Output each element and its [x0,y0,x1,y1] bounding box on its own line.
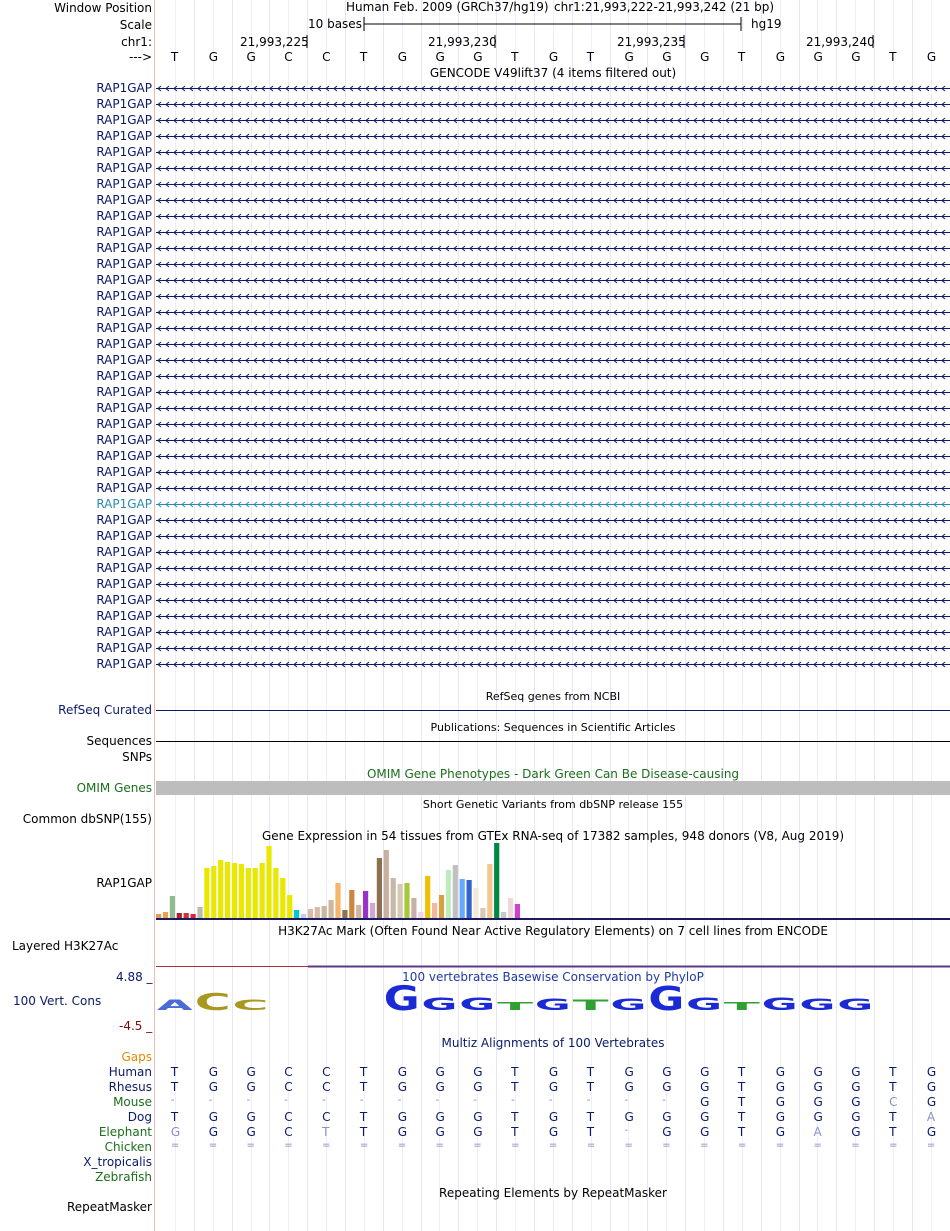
gencode-transcript-label[interactable]: RAP1GAP [96,129,152,143]
alignment-base: G [851,1065,861,1079]
conservation-logo-letter: T [572,998,610,1014]
alignment-base: G [548,1080,559,1094]
alignment-base: G [851,1110,861,1124]
alignment-base: = [208,1140,218,1151]
gencode-transcript-label[interactable]: RAP1GAP [96,81,152,95]
alignment-base: - [322,1095,326,1106]
gencode-transcript-label[interactable]: RAP1GAP [96,177,152,191]
alignment-base: = [511,1140,520,1151]
gaps-label[interactable]: Gaps [121,1050,152,1064]
alignment-base: G [775,1125,785,1139]
dbsnp-label[interactable]: Common dbSNP(155) [22,812,152,826]
multiz-track-title[interactable]: Multiz Alignments of 100 Vertebrates [441,1036,665,1050]
alignment-base: T [586,1065,595,1079]
alignment-base: G [662,1125,672,1139]
conservation-logo-letter: G [534,996,571,1014]
conservation-logo-letter: A [156,998,193,1014]
coord-label: 21,993,225 [240,35,309,49]
gencode-transcript-label[interactable]: RAP1GAP [96,545,152,559]
alignment-base: = [624,1140,633,1151]
omim-track-title[interactable]: OMIM Gene Phenotypes - Dark Green Can Be Disease-causing [366,767,740,781]
alignment-base: T [737,1080,746,1094]
coord-label: 21,993,235 [617,35,686,49]
alignment-base: G [813,1110,823,1124]
conservation-logo-letter: G [837,996,874,1014]
reference-base: G [851,50,861,64]
alignment-base: G [208,1065,218,1079]
gencode-transcript-label[interactable]: RAP1GAP [96,497,152,511]
alignment-base: T [511,1110,519,1124]
coord-label: 21,993,230 [428,35,497,49]
alignment-base: = [548,1140,558,1151]
alignment-base: = [926,1140,936,1151]
alignment-base: T [586,1080,595,1094]
alignment-base: T [737,1125,746,1139]
alignment-base: = [662,1140,671,1151]
alignment-base: G [926,1080,937,1094]
alignment-base: T [359,1080,368,1094]
alignment-base: - [586,1095,591,1106]
alignment-base: G [700,1110,710,1124]
reference-base: T [737,50,746,64]
alignment-base: G [851,1095,861,1109]
gencode-transcript-label[interactable]: RAP1GAP [96,273,152,287]
conservation-logo-letter: G [383,979,420,1018]
h3k27ac-track-title[interactable]: H3K27Ac Mark (Often Found Near Active Regulatory Elements) on 7 cell lines from ENCODE [278,924,828,938]
reference-base: T [889,50,897,64]
alignment-base: = [889,1140,898,1151]
gencode-transcript-label[interactable]: RAP1GAP [96,465,152,479]
conservation-logo-letter: G [761,994,798,1014]
alignment-base: G [208,1110,218,1124]
alignment-base: T [359,1110,368,1124]
conservation-logo-letter: T [723,1001,765,1013]
alignment-base: T [511,1080,519,1094]
alignment-base: G [851,1125,861,1139]
scale-label: Scale [119,18,152,32]
reference-base: T [359,50,368,64]
gencode-transcript-label[interactable]: RAP1GAP [96,241,152,255]
alignment-base: C [284,1125,293,1139]
alignment-base: G [548,1110,559,1124]
alignment-base: T [511,1065,519,1079]
gencode-transcript-label[interactable]: RAP1GAP [96,305,152,319]
alignment-base: G [926,1125,937,1139]
alignment-base: G [700,1095,710,1109]
alignment-base: C [322,1080,331,1094]
conservation-max-label: 4.88 _ [116,970,153,984]
alignment-base: = [435,1140,444,1151]
omim-label[interactable]: OMIM Genes [76,781,152,795]
gencode-transcript-label[interactable]: RAP1GAP [96,161,152,175]
alignment-base: T [170,1110,179,1124]
species-label[interactable]: Chicken [104,1140,152,1154]
db-text: hg19 [751,17,782,31]
alignment-base: = [170,1140,180,1151]
alignment-base: G [926,1065,937,1079]
position-text[interactable]: chr1:21,993,222-21,993,242 (21 bp) [554,0,775,14]
gtex-label[interactable]: RAP1GAP [96,876,152,890]
alignment-base: G [473,1080,483,1094]
h3k27ac-label[interactable]: Layered H3K27Ac [12,939,119,953]
gencode-transcript-label[interactable]: RAP1GAP [96,417,152,431]
species-label[interactable]: X_tropicalis [83,1155,152,1169]
alignment-base: T [889,1110,897,1124]
alignment-base: = [586,1140,596,1151]
species-label[interactable]: Elephant [98,1125,152,1139]
alignment-base: = [775,1140,785,1151]
conservation-logo-letter: G [799,996,836,1014]
gencode-transcript-label[interactable]: RAP1GAP [96,609,152,623]
alignment-base: A [813,1125,822,1139]
alignment-base: G [548,1065,559,1079]
gencode-transcript-label[interactable]: RAP1GAP [96,193,152,207]
gencode-transcript-label[interactable]: RAP1GAP [96,225,152,239]
alignment-base: T [889,1080,897,1094]
alignment-base: T [170,1080,179,1094]
reference-base: G [624,50,634,64]
alignment-base: C [284,1110,293,1124]
conservation-min-label: -4.5 _ [119,1019,153,1033]
gencode-track-title[interactable]: GENCODE V49lift37 (4 items filtered out) [429,66,677,80]
alignment-base: - [208,1095,213,1106]
alignment-base: T [889,1125,897,1139]
alignment-base: T [359,1125,368,1139]
alignment-base: T [359,1065,368,1079]
alignment-base: - [624,1095,629,1106]
gencode-transcript-label[interactable]: RAP1GAP [96,257,152,271]
alignment-base: - [246,1095,251,1106]
alignment-base: = [397,1140,407,1151]
alignment-base: G [208,1125,218,1139]
alignment-base: G [397,1125,407,1139]
conservation-logo-letter: G [686,994,723,1014]
species-label[interactable]: Human [108,1065,152,1079]
conservation-logo-letter: C [194,988,231,1016]
conservation-logo-letter: T [497,1001,538,1013]
alignment-base: - [662,1095,666,1106]
alignment-base: G [473,1065,483,1079]
alignment-base: T [737,1095,746,1109]
gencode-transcript-label[interactable]: RAP1GAP [96,369,152,383]
snps-label[interactable]: SNPs [122,750,152,764]
gencode-transcript-label[interactable]: RAP1GAP [96,289,152,303]
reference-base: G [775,50,785,64]
gencode-transcript-label[interactable]: RAP1GAP [96,209,152,223]
alignment-base: G [775,1095,785,1109]
alignment-base: G [700,1080,710,1094]
gencode-transcript-label[interactable]: RAP1GAP [96,577,152,591]
alignment-base: G [662,1080,672,1094]
alignment-base: - [435,1095,440,1106]
reference-base: T [586,50,595,64]
alignment-base: G [246,1110,256,1124]
alignment-base: G [851,1080,861,1094]
alignment-base: = [473,1140,482,1151]
alignment-base: - [359,1095,364,1106]
alignment-base: - [473,1095,477,1106]
alignment-base: T [322,1125,330,1139]
alignment-base: A [926,1110,936,1124]
alignment-base: G [397,1110,407,1124]
conservation-logo-letter: C [232,998,269,1014]
gencode-transcript-label[interactable]: RAP1GAP [96,401,152,415]
reference-base: G [926,50,937,64]
coord-label: 21,993,240 [806,35,875,49]
alignment-base: T [170,1065,179,1079]
scale-text: 10 bases [308,17,362,31]
alignment-base: G [246,1125,256,1139]
alignment-base: = [851,1140,860,1151]
alignment-base: T [586,1110,595,1124]
alignment-base: G [473,1125,483,1139]
reference-base: G [700,50,710,64]
gencode-transcript-label[interactable]: RAP1GAP [96,657,152,671]
gencode-transcript-label[interactable]: RAP1GAP [96,97,152,111]
gencode-transcript-label[interactable]: RAP1GAP [96,385,152,399]
alignment-base: - [548,1095,553,1106]
reference-base: G [208,50,218,64]
species-label[interactable]: Dog [127,1110,152,1124]
alignment-base: = [246,1140,255,1151]
alignment-base: C [322,1065,331,1079]
alignment-base: G [435,1110,445,1124]
alignment-base: G [813,1095,823,1109]
alignment-base: G [813,1065,823,1079]
species-label[interactable]: Zebrafish [95,1170,152,1184]
reference-base: C [322,50,331,64]
alignment-base: G [775,1110,785,1124]
alignment-base: G [775,1080,785,1094]
reference-base: T [511,50,519,64]
alignment-base: G [662,1065,672,1079]
alignment-base: = [322,1140,331,1151]
alignment-base: G [246,1080,256,1094]
gencode-transcript-label[interactable]: RAP1GAP [96,433,152,447]
alignment-base: G [700,1125,710,1139]
gencode-transcript-label[interactable]: RAP1GAP [96,449,152,463]
conservation-logo-letter: G [421,994,458,1014]
reference-base: C [284,50,293,64]
gtex-track-title[interactable]: Gene Expression in 54 tissues from GTEx RNA-seq of 17382 samples, 948 donors (V8, Aug 2019) [261,829,845,843]
repeatmasker-track-title[interactable]: Repeating Elements by RepeatMasker [439,1186,667,1200]
conservation-label[interactable]: 100 Vert. Cons [13,994,102,1008]
reference-base: G [397,50,407,64]
alignment-base: - [624,1125,629,1136]
alignment-base: = [284,1140,293,1151]
conservation-track-title[interactable]: 100 vertebrates Basewise Conservation by PhyloP [402,970,704,984]
alignment-base: C [322,1110,331,1124]
refseq-track-title[interactable]: RefSeq genes from NCBI [485,690,621,703]
gencode-transcript-label[interactable]: RAP1GAP [96,481,152,495]
conservation-logo-letter: G [648,980,685,1018]
species-label[interactable]: Rhesus [108,1080,152,1094]
refseq-label[interactable]: RefSeq Curated [58,703,152,717]
window-position-label: Window Position [54,1,152,15]
gencode-transcript-label[interactable]: RAP1GAP [96,513,152,527]
reference-base: G [473,50,483,64]
chrom-label: chr1: [121,35,152,49]
gencode-transcript-label[interactable]: RAP1GAP [96,561,152,575]
alignment-base: - [511,1095,515,1106]
alignment-base: T [889,1065,897,1079]
alignment-base: C [284,1080,293,1094]
alignment-base: - [397,1095,402,1106]
alignment-base: G [700,1065,710,1079]
alignment-base: - [170,1095,175,1106]
alignment-base: G [246,1065,256,1079]
alignment-base: G [208,1080,218,1094]
alignment-base: C [284,1065,293,1079]
gencode-transcript-label[interactable]: RAP1GAP [96,113,152,127]
alignment-base: G [397,1080,407,1094]
publications-track-title[interactable]: Publications: Sequences in Scientific Articles [430,721,676,734]
alignment-base: = [737,1140,747,1151]
reference-base: G [662,50,672,64]
alignment-base: C [889,1095,898,1109]
gencode-transcript-label[interactable]: RAP1GAP [96,321,152,335]
reference-base: G [813,50,823,64]
alignment-base: G [435,1065,445,1079]
alignment-base: = [813,1140,822,1151]
gencode-transcript-label[interactable]: RAP1GAP [96,593,152,607]
conservation-logo-letter: G [610,996,647,1014]
alignment-base: - [284,1095,288,1106]
alignment-base: G [397,1065,407,1079]
alignment-base: G [775,1065,785,1079]
reference-base: G [435,50,445,64]
alignment-base: T [511,1125,519,1139]
alignment-base: G [548,1125,559,1139]
alignment-base: G [473,1110,483,1124]
gencode-transcript-label[interactable]: RAP1GAP [96,145,152,159]
gencode-transcript-label[interactable]: RAP1GAP [96,337,152,351]
conservation-logo-letter: G [459,994,496,1014]
alignment-base: = [700,1140,709,1151]
alignment-base: = [359,1140,369,1151]
alignment-base: T [737,1110,746,1124]
assembly-text: Human Feb. 2009 (GRCh37/hg19) [346,0,549,14]
alignment-base: T [586,1125,595,1139]
alignment-base: G [170,1125,181,1139]
alignment-base: G [926,1095,937,1109]
reference-base: G [246,50,256,64]
alignment-base: G [813,1080,823,1094]
alignment-base: T [737,1065,746,1079]
alignment-base: G [435,1080,445,1094]
alignment-base: G [624,1080,634,1094]
strand-label: ---> [128,50,152,64]
gencode-transcript-label[interactable]: RAP1GAP [96,529,152,543]
species-label[interactable]: Mouse [113,1095,152,1109]
reference-base: G [548,50,559,64]
gencode-transcript-label[interactable]: RAP1GAP [96,625,152,639]
sequences-label[interactable]: Sequences [86,734,152,748]
repeatmasker-label[interactable]: RepeatMasker [66,1200,152,1214]
gencode-transcript-label[interactable]: RAP1GAP [96,353,152,367]
alignment-base: G [662,1110,672,1124]
alignment-base: G [624,1110,634,1124]
alignment-base: G [624,1065,634,1079]
alignment-base: G [435,1125,445,1139]
reference-base: T [170,50,179,64]
dbsnp-track-title[interactable]: Short Genetic Variants from dbSNP release 155 [422,798,684,811]
gencode-transcript-label[interactable]: RAP1GAP [96,641,152,655]
